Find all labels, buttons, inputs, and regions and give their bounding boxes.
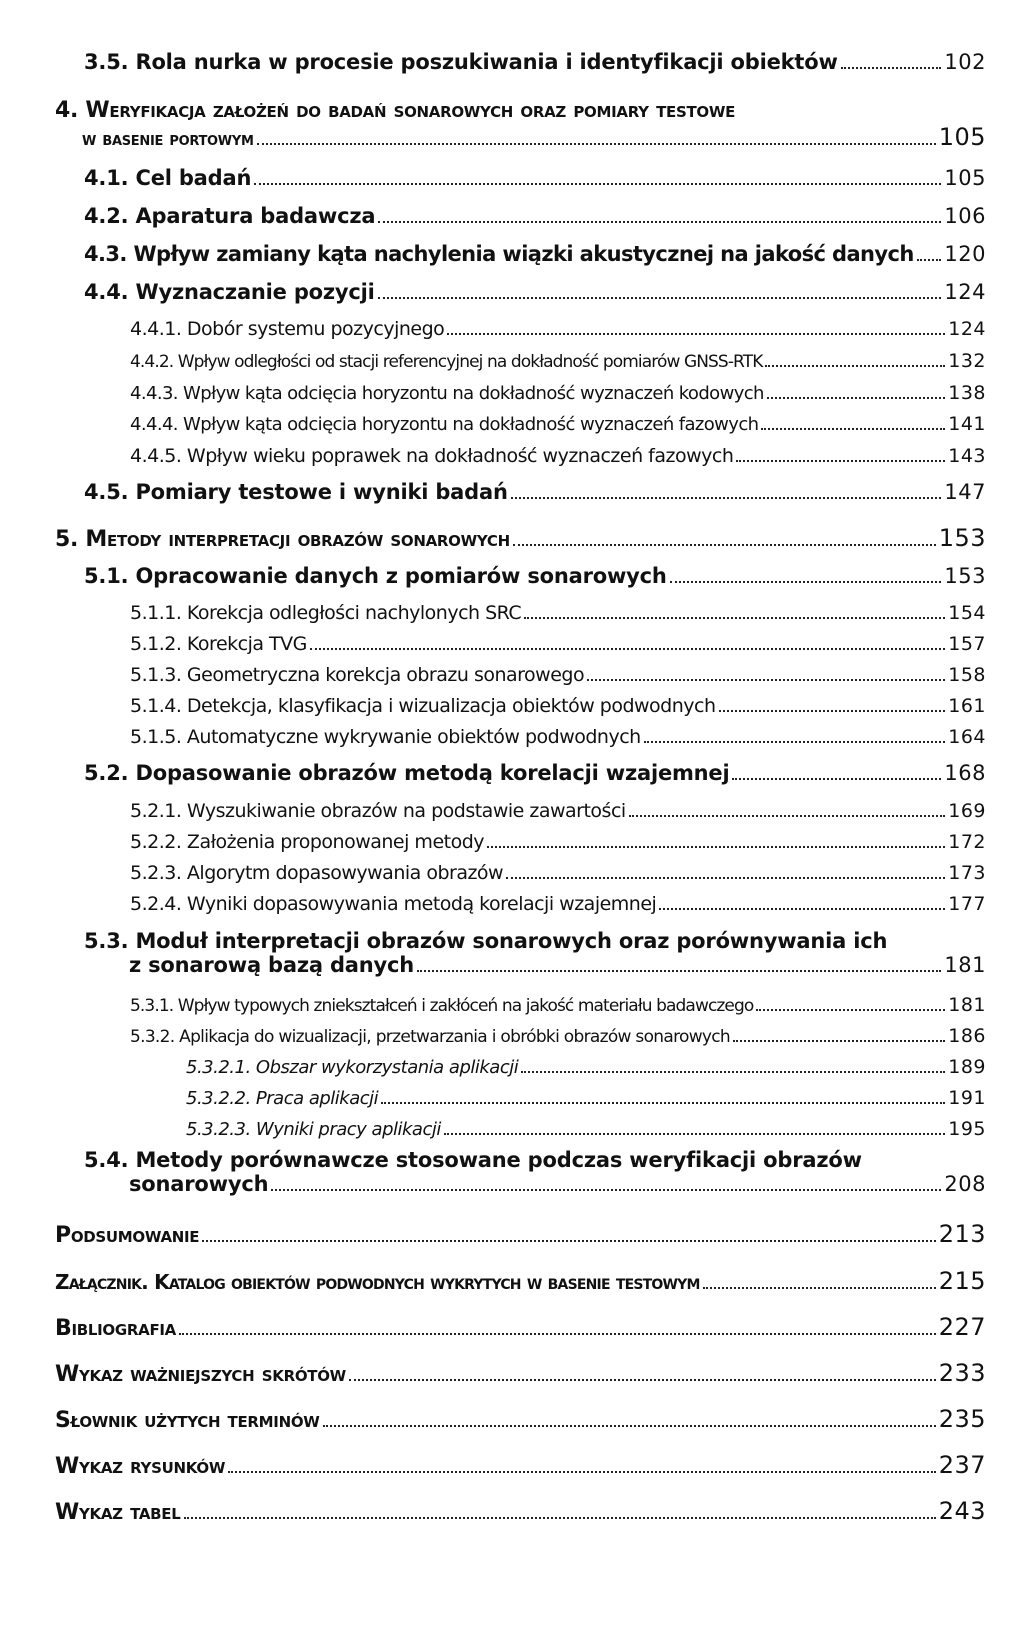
dot-leader bbox=[257, 142, 936, 145]
toc-entry-5-1-4 bbox=[130, 695, 986, 718]
toc-entry-title: 5.1.4. Detekcja, klasyfikacja i wizualizacja obiektów podwodnych bbox=[130, 695, 716, 717]
toc-entry-title: Podsumowanie bbox=[55, 1223, 200, 1248]
dot-leader bbox=[444, 1132, 945, 1135]
toc-page-number: 138 bbox=[948, 382, 986, 404]
toc-page-number: 195 bbox=[948, 1118, 986, 1140]
toc-page-number: 173 bbox=[948, 862, 986, 884]
toc-page-number: 105 bbox=[944, 166, 986, 190]
dot-leader bbox=[629, 814, 946, 817]
toc-entry-5-3-2 bbox=[130, 1025, 986, 1048]
dot-leader bbox=[767, 396, 945, 399]
toc-page-number: 106 bbox=[944, 204, 986, 228]
dot-leader bbox=[736, 459, 945, 462]
toc-entry-5-3 bbox=[84, 929, 986, 978]
toc-entry-chapter-5 bbox=[55, 524, 986, 552]
toc-entry-5-3-2-1 bbox=[186, 1056, 986, 1079]
toc-entry-title: Wykaz ważniejszych skrótów bbox=[55, 1362, 346, 1387]
toc-page-number: 169 bbox=[948, 800, 986, 822]
dot-leader bbox=[271, 1188, 941, 1191]
dot-leader bbox=[228, 1470, 936, 1473]
toc-entry-title: Słownik użytych terminów bbox=[55, 1408, 320, 1433]
toc-entry-5-3-1 bbox=[130, 994, 986, 1017]
toc-page-number: 237 bbox=[938, 1451, 986, 1479]
toc-entry-5-4 bbox=[84, 1148, 986, 1197]
dot-leader bbox=[381, 1101, 945, 1104]
toc-entry-title: 4.4.4. Wpływ kąta odcięcia horyzontu na dokładność wyznaczeń fazowych bbox=[130, 414, 759, 435]
toc-entry-4-4-1 bbox=[130, 318, 986, 341]
dot-leader bbox=[587, 678, 945, 681]
toc-page-number: 164 bbox=[948, 726, 986, 748]
toc-page-number: 158 bbox=[948, 664, 986, 686]
toc-page-number: 189 bbox=[948, 1056, 986, 1078]
dot-leader bbox=[378, 220, 941, 223]
toc-entry-title: 4.4.3. Wpływ kąta odcięcia horyzontu na dokładność wyznaczeń kodowych bbox=[130, 383, 764, 404]
toc-page-number: 227 bbox=[938, 1313, 986, 1341]
toc-entry-4-1 bbox=[84, 166, 986, 191]
toc-entry-4-2 bbox=[84, 204, 986, 229]
toc-entry-tables bbox=[55, 1497, 986, 1525]
toc-page-number: 161 bbox=[948, 695, 986, 717]
toc-entry-title-line1: 5.4. Metody porównawcze stosowane podczas weryfikacji obrazów bbox=[84, 1148, 862, 1172]
toc-entry-chapter-4 bbox=[55, 98, 986, 151]
toc-entry-appendix bbox=[55, 1267, 986, 1295]
dot-leader bbox=[841, 66, 942, 69]
toc-entry-3-5 bbox=[84, 50, 986, 75]
toc-entry-title: 4.1. Cel badań bbox=[84, 166, 252, 190]
toc-page-number: 102 bbox=[944, 50, 986, 74]
toc-page-number: 233 bbox=[938, 1359, 986, 1387]
toc-page-number: 153 bbox=[938, 524, 986, 552]
toc-page-number: 243 bbox=[938, 1497, 986, 1525]
toc-entry-title: 5.3.2.3. Wyniki pracy aplikacji bbox=[186, 1119, 441, 1140]
toc-entry-title-line1: 4. Weryfikacja założeń do badań sonarowych oraz pomiary testowe bbox=[55, 98, 736, 123]
toc-page-number: 177 bbox=[948, 893, 986, 915]
toc-entry-title: 5. Metody interpretacji obrazów sonarowych bbox=[55, 527, 510, 552]
toc-page-number: 215 bbox=[938, 1267, 986, 1295]
toc-entry-title: 5.3.1. Wpływ typowych zniekształceń i zakłóceń na jakość materiału badawczego bbox=[130, 996, 754, 1016]
toc-entry-5-1 bbox=[84, 564, 986, 589]
toc-page-number: 172 bbox=[948, 831, 986, 853]
toc-page-number: 132 bbox=[948, 350, 986, 372]
toc-page-number: 124 bbox=[948, 318, 986, 340]
toc-entry-glossary bbox=[55, 1405, 986, 1433]
dot-leader bbox=[417, 969, 941, 972]
toc-page-number: 141 bbox=[948, 413, 986, 435]
toc-page-number: 168 bbox=[944, 761, 986, 785]
toc-entry-4-4-5 bbox=[130, 445, 986, 468]
toc-page-number: 154 bbox=[948, 602, 986, 624]
toc-entry-5-1-2 bbox=[130, 633, 986, 656]
toc-entry-title: 4.3. Wpływ zamiany kąta nachylenia wiązki akustycznej na jakość danych bbox=[84, 242, 914, 266]
toc-entry-5-1-5 bbox=[130, 726, 986, 749]
toc-entry-title-line2: sonarowych bbox=[129, 1172, 269, 1196]
toc-entry-4-3 bbox=[84, 242, 986, 267]
toc-page-number: 213 bbox=[938, 1220, 986, 1248]
toc-entry-5-1-3 bbox=[130, 664, 986, 687]
toc-entry-title: 4.4.5. Wpływ wieku poprawek na dokładność wyznaczeń fazowych bbox=[130, 445, 734, 467]
toc-entry-title: 4.5. Pomiary testowe i wyniki badań bbox=[84, 480, 508, 504]
toc-page-number: 157 bbox=[948, 633, 986, 655]
toc-entry-5-1-1 bbox=[130, 602, 986, 625]
toc-entry-title: 4.4.2. Wpływ odległości od stacji referencyjnej na dokładność pomiarów GNSS-RTK bbox=[130, 352, 763, 372]
dot-leader bbox=[447, 332, 945, 335]
toc-page-number: 208 bbox=[944, 1172, 986, 1196]
dot-leader bbox=[310, 647, 945, 650]
toc-entry-5-2-1 bbox=[130, 800, 986, 823]
toc-entry-5-2-3 bbox=[130, 862, 986, 885]
toc-entry-title: 5.2.3. Algorytm dopasowywania obrazów bbox=[130, 862, 504, 884]
toc-page-number: 181 bbox=[944, 953, 986, 977]
toc-entry-title: 5.1.3. Geometryczna korekcja obrazu sonarowego bbox=[130, 664, 585, 686]
dot-leader bbox=[719, 709, 946, 712]
dot-leader bbox=[323, 1424, 936, 1427]
dot-leader bbox=[703, 1286, 936, 1289]
dot-leader bbox=[179, 1332, 936, 1335]
toc-entry-title: 5.1. Opracowanie danych z pomiarów sonarowych bbox=[84, 564, 667, 588]
toc-entry-title: Wykaz tabel bbox=[55, 1500, 181, 1525]
toc-page-number: 191 bbox=[948, 1087, 986, 1109]
dot-leader bbox=[733, 1039, 945, 1042]
toc-entry-abbreviations bbox=[55, 1359, 986, 1387]
toc-entry-title: 5.3.2.1. Obszar wykorzystania aplikacji bbox=[186, 1057, 519, 1078]
toc-entry-4-5 bbox=[84, 480, 986, 505]
toc-entry-title: 5.1.2. Korekcja TVG bbox=[130, 633, 307, 655]
toc-page-number: 147 bbox=[944, 480, 986, 504]
toc-entry-title: 5.2. Dopasowanie obrazów metodą korelacji wzajemnej bbox=[84, 761, 730, 785]
dot-leader bbox=[765, 364, 945, 367]
toc-entry-title: 3.5. Rola nurka w procesie poszukiwania i identyfikacji obiektów bbox=[84, 50, 838, 74]
toc-entry-4-4 bbox=[84, 280, 986, 305]
toc-entry-title: 5.2.4. Wyniki dopasowywania metodą korelacji wzajemnej bbox=[130, 893, 657, 915]
toc-page-number: 105 bbox=[938, 123, 986, 151]
toc-page-number: 181 bbox=[948, 994, 986, 1016]
dot-leader bbox=[487, 845, 945, 848]
dot-leader bbox=[644, 740, 946, 743]
toc-page-number: 120 bbox=[944, 242, 986, 266]
toc-entry-title: 4.2. Aparatura badawcza bbox=[84, 204, 376, 228]
toc-entry-title-line2: z sonarową bazą danych bbox=[129, 953, 414, 977]
toc-page-number: 153 bbox=[944, 564, 986, 588]
dot-leader bbox=[524, 616, 945, 619]
toc-entry-5-3-2-2 bbox=[186, 1087, 986, 1110]
dot-leader bbox=[521, 1070, 945, 1073]
toc-entry-title: 4.4.1. Dobór systemu pozycyjnego bbox=[130, 318, 445, 340]
toc-entry-4-4-3 bbox=[130, 382, 986, 405]
toc-page-number: 124 bbox=[944, 280, 986, 304]
toc-entry-title: 5.2.1. Wyszukiwanie obrazów na podstawie zawartości bbox=[130, 800, 626, 822]
dot-leader bbox=[513, 543, 936, 546]
toc-entry-title: 5.3.2. Aplikacja do wizualizacji, przetwarzania i obróbki obrazów sonarowych bbox=[130, 1027, 730, 1047]
dot-leader bbox=[756, 1008, 945, 1011]
toc-entry-5-2-4 bbox=[130, 893, 986, 916]
toc-entry-5-3-2-3 bbox=[186, 1118, 986, 1141]
toc-entry-title: Załącznik. Katalog obiektów podwodnych wykrytych w basenie testowym bbox=[55, 1270, 700, 1294]
toc-entry-4-4-4 bbox=[130, 413, 986, 436]
dot-leader bbox=[732, 777, 941, 780]
dot-leader bbox=[254, 182, 941, 185]
dot-leader bbox=[349, 1378, 936, 1381]
toc-entry-title: 5.1.5. Automatyczne wykrywanie obiektów podwodnych bbox=[130, 726, 641, 748]
toc-entry-title: 4.4. Wyznaczanie pozycji bbox=[84, 280, 375, 304]
toc-entry-figures bbox=[55, 1451, 986, 1479]
toc-entry-5-2-2 bbox=[130, 831, 986, 854]
dot-leader bbox=[378, 296, 942, 299]
toc-entry-title-line1: 5.3. Moduł interpretacji obrazów sonarowych oraz porównywania ich bbox=[84, 929, 888, 953]
dot-leader bbox=[761, 427, 945, 430]
toc-entry-title: 5.1.1. Korekcja odległości nachylonych SRC bbox=[130, 602, 522, 624]
toc-page-number: 186 bbox=[948, 1025, 986, 1047]
toc-entry-title-line2: w basenie portowym bbox=[82, 128, 254, 150]
toc-entry-title: Bibliografia bbox=[55, 1316, 176, 1341]
dot-leader bbox=[659, 907, 945, 910]
toc-entry-bibliography bbox=[55, 1313, 986, 1341]
dot-leader bbox=[511, 496, 942, 499]
toc-entry-4-4-2 bbox=[130, 350, 986, 373]
toc-entry-title: Wykaz rysunków bbox=[55, 1454, 226, 1479]
dot-leader bbox=[184, 1516, 936, 1519]
dot-leader bbox=[917, 258, 942, 261]
toc-page-number: 235 bbox=[938, 1405, 986, 1433]
toc-entry-summary bbox=[55, 1220, 986, 1248]
dot-leader bbox=[670, 580, 942, 583]
toc-page-number: 143 bbox=[948, 445, 986, 467]
toc-entry-5-2 bbox=[84, 761, 986, 786]
toc-entry-title: 5.2.2. Założenia proponowanej metody bbox=[130, 831, 485, 853]
dot-leader bbox=[202, 1239, 935, 1242]
dot-leader bbox=[506, 876, 945, 879]
toc-entry-title: 5.3.2.2. Praca aplikacji bbox=[186, 1088, 379, 1109]
